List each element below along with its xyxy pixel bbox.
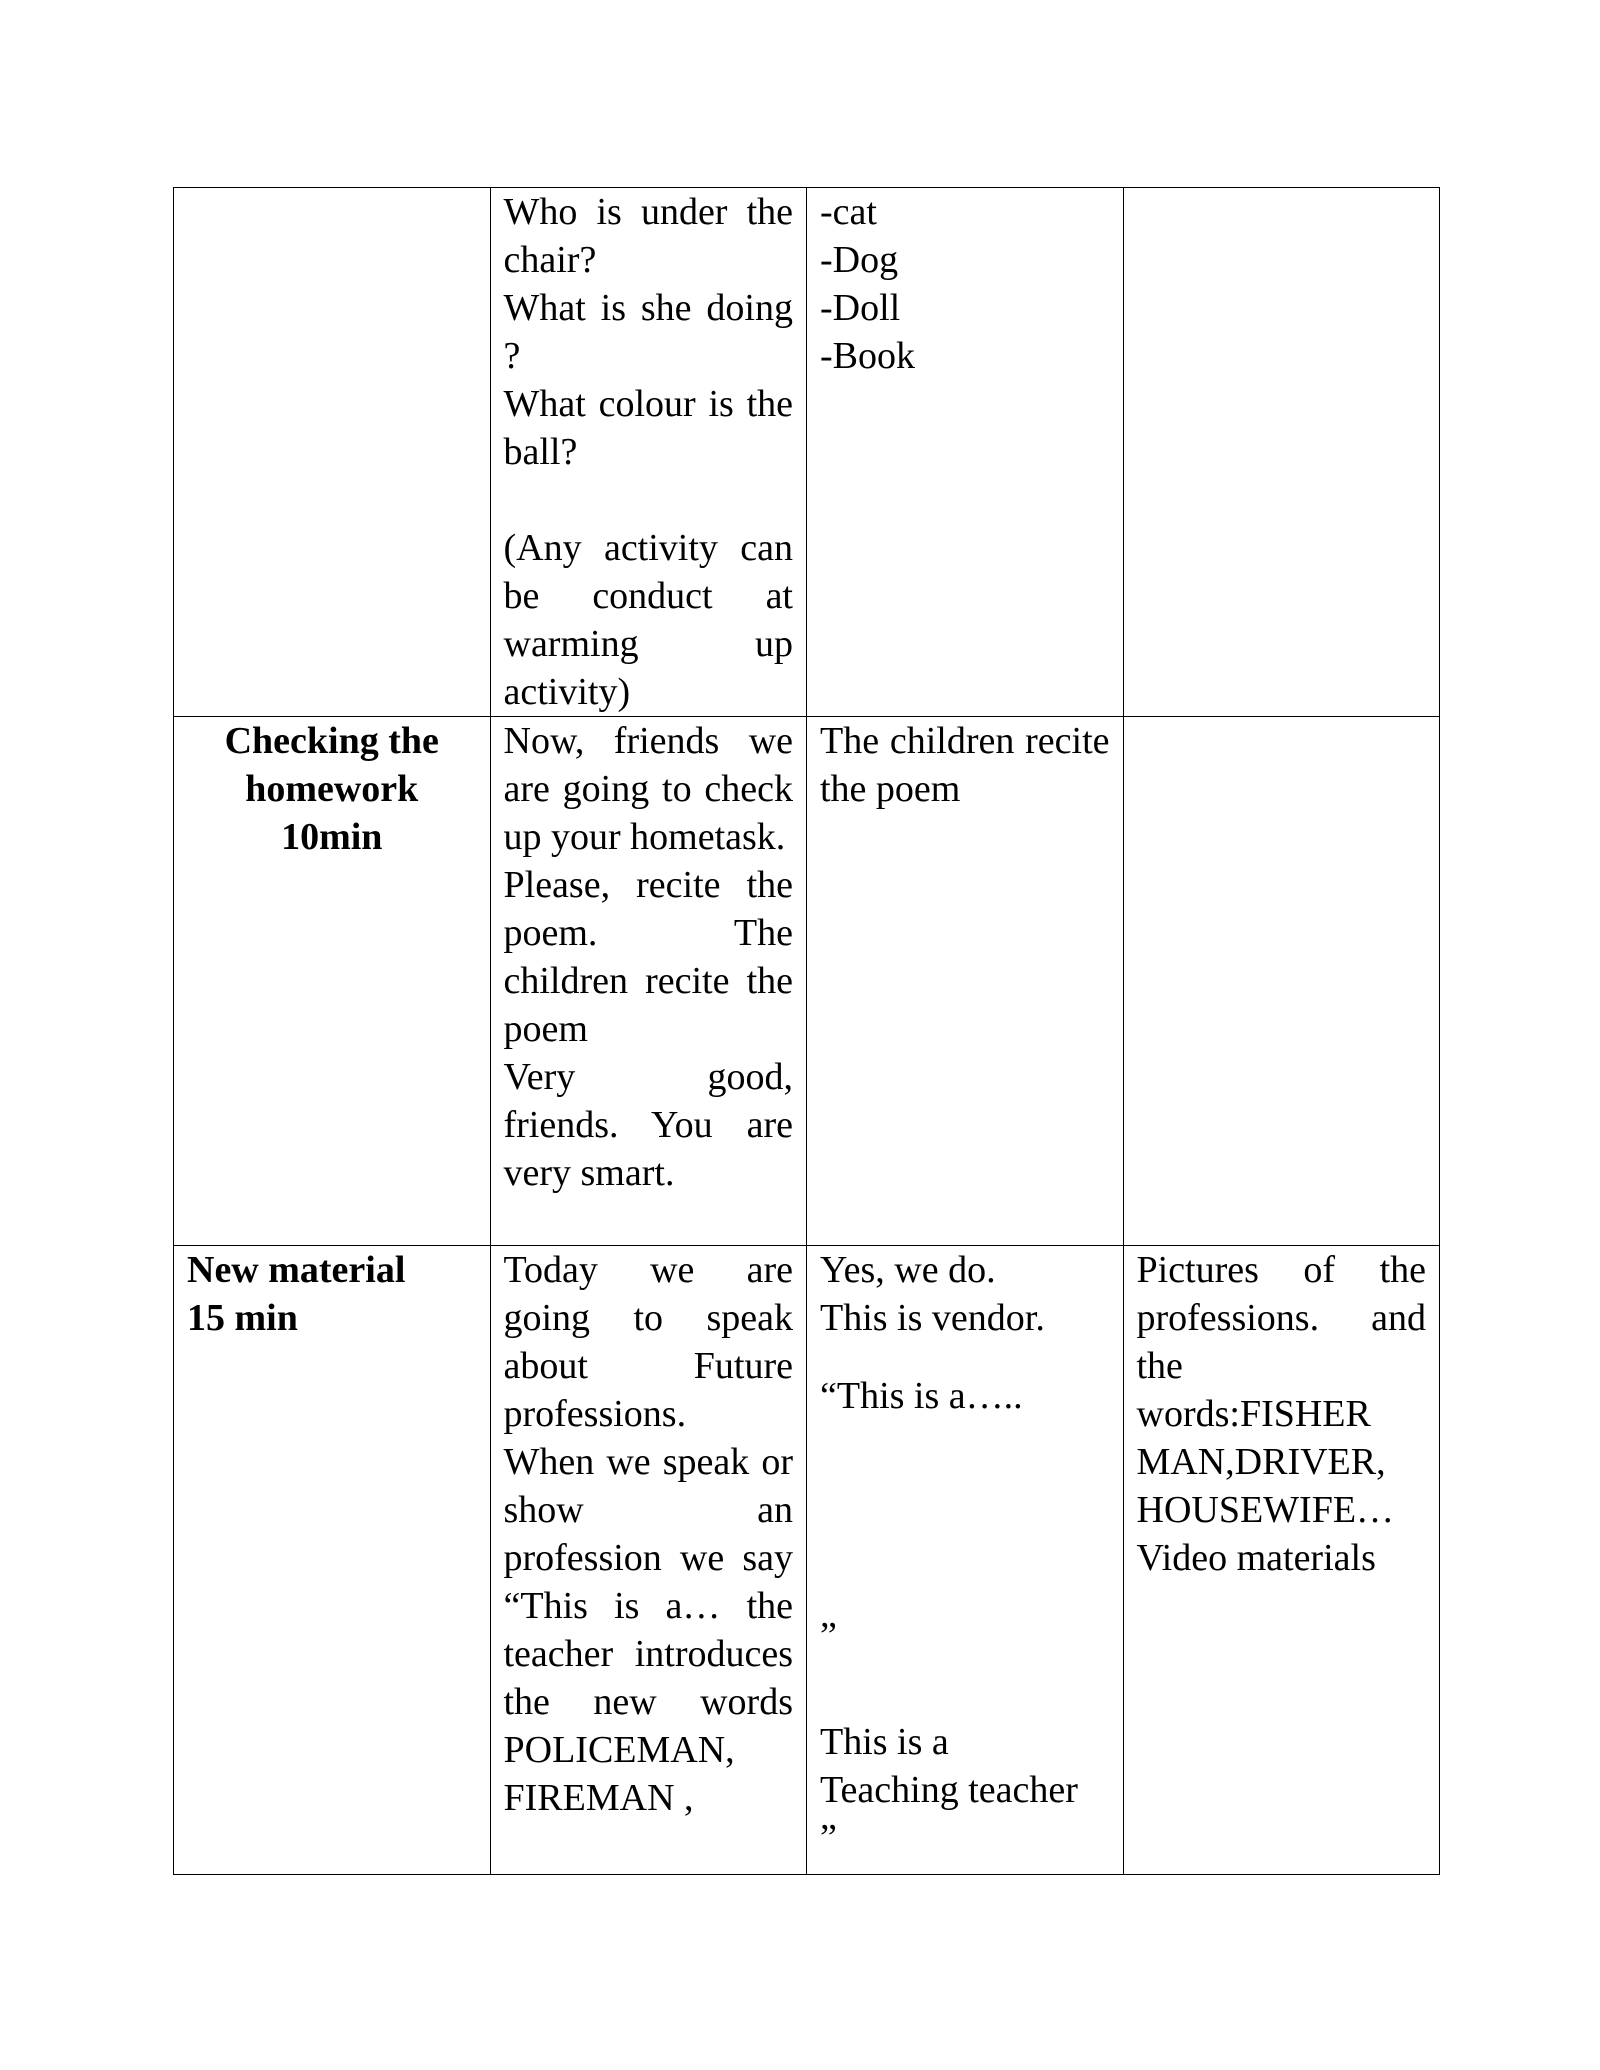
blank-space — [820, 1420, 1110, 1612]
stage-title: homework — [245, 768, 419, 810]
materials-cell — [1123, 717, 1440, 1246]
pupil-answer: This is vendor. — [820, 1297, 1045, 1339]
lesson-plan-table — [173, 187, 1440, 1875]
stage-duration: 15 min — [187, 1297, 298, 1339]
teacher-text: Today we are going to speak about Future professions. — [503, 1249, 793, 1435]
teacher-text: Now, friends we are going to check up your hometask. — [503, 720, 793, 858]
teacher-text: Please, recite the poem. The children recite the poem — [503, 864, 793, 1050]
pupil-answer: This is a — [820, 1721, 949, 1763]
pupils-activity-cell — [807, 717, 1124, 1246]
pupil-answer: -Book — [820, 335, 915, 377]
pupil-answer: ” — [820, 1615, 837, 1657]
table-row — [174, 717, 1440, 1246]
stage-cell — [174, 188, 491, 717]
teacher-question: What is she doing ? — [503, 287, 793, 377]
teacher-note: (Any activity can be conduct at warming up activity) — [503, 527, 793, 713]
teacher-activity-cell — [490, 717, 807, 1246]
pupil-answer: Yes, we do. — [820, 1249, 996, 1291]
pupil-answer: “This is a….. — [820, 1375, 1023, 1417]
teacher-activity-cell — [490, 1246, 807, 1875]
materials-text: Video materials — [1136, 1537, 1376, 1579]
pupils-activity-cell — [807, 188, 1124, 717]
stage-cell — [174, 717, 491, 1246]
stage-title: New material — [187, 1249, 406, 1291]
table-row — [174, 1246, 1440, 1875]
materials-cell — [1123, 1246, 1440, 1875]
table-row — [174, 188, 1440, 717]
materials-text: Pictures of the professions. and the words:FISHER MAN,DRIVER, HOUSEWIFE… — [1136, 1249, 1426, 1531]
teacher-text: When we speak or show an profession we say “This is a… the teacher introduces the new words POLICEMAN, FIREMAN , — [503, 1441, 793, 1819]
teacher-question: What colour is the ball? — [503, 383, 793, 473]
teacher-text: Very good, friends. You are very smart. — [503, 1056, 793, 1194]
pupil-answer: -cat — [820, 191, 877, 233]
blank-line — [820, 1660, 1110, 1718]
pupil-answer: ” — [820, 1817, 837, 1859]
pupil-answer: -Dog — [820, 239, 899, 281]
pupil-answer: Teaching teacher — [820, 1769, 1078, 1811]
teacher-question: Who is under the chair? — [503, 191, 793, 281]
stage-duration: 10min — [281, 816, 383, 858]
pupils-activity-cell — [807, 1246, 1124, 1875]
stage-cell — [174, 1246, 491, 1875]
stage-title: Checking the — [224, 720, 439, 762]
blank-line — [820, 1342, 1110, 1372]
materials-cell — [1123, 188, 1440, 717]
teacher-activity-cell — [490, 188, 807, 717]
blank-line — [504, 476, 794, 524]
pupil-text: The children recite the poem — [820, 720, 1110, 810]
pupil-answer: -Doll — [820, 287, 901, 329]
